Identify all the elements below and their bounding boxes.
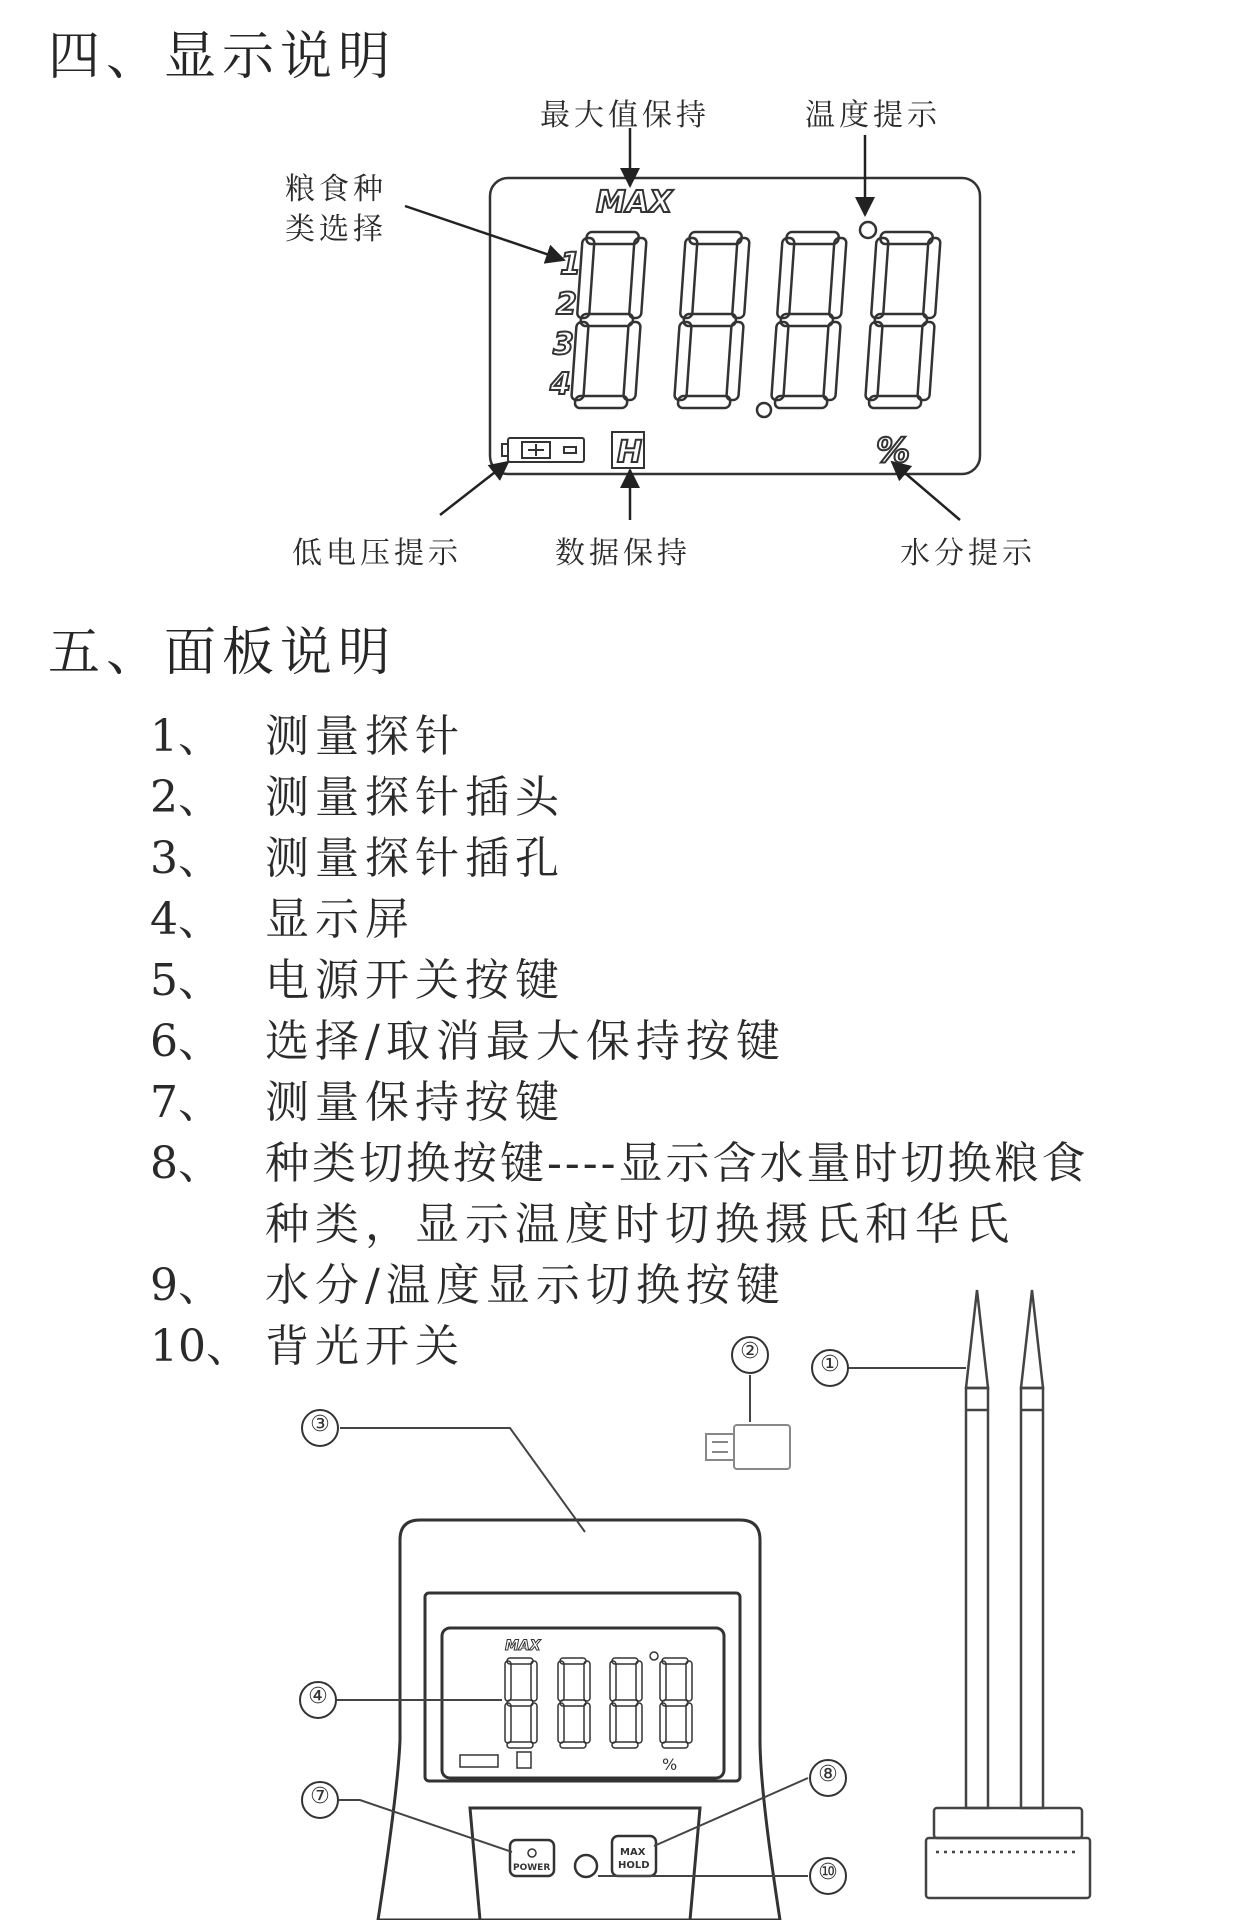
item-number: 6、 bbox=[150, 1016, 222, 1067]
label-temperature: 温度提示 bbox=[805, 98, 941, 133]
arrow-grain bbox=[405, 206, 564, 260]
lcd-degree-indicator bbox=[860, 222, 876, 238]
callout-4: ④ bbox=[308, 1684, 328, 1709]
callout-8: ⑧ bbox=[818, 1762, 838, 1787]
probe-plug bbox=[706, 1425, 790, 1469]
hold-indicator: H bbox=[617, 435, 643, 470]
max-button-label: MAX bbox=[620, 1847, 646, 1858]
item-text: 测量保持按键 bbox=[265, 1077, 565, 1128]
lcd-digits bbox=[571, 222, 941, 417]
item-text: 背光开关 bbox=[265, 1321, 465, 1372]
lcd-decimal-point bbox=[757, 403, 771, 417]
item-text: 种类，显示温度时切换摄氏和华氏 bbox=[265, 1199, 1015, 1250]
item-number: 2、 bbox=[150, 772, 222, 823]
backlight-button[interactable] bbox=[575, 1855, 597, 1877]
item-text: 选择/取消最大保持按键 bbox=[265, 1016, 786, 1067]
item-text: 水分/温度显示切换按键 bbox=[265, 1260, 786, 1311]
label-grain-type: 粮食种 类选择 bbox=[285, 172, 387, 247]
item-text: 测量探针 bbox=[265, 711, 465, 762]
max-hold-button[interactable] bbox=[612, 1836, 656, 1876]
hold-button-label: HOLD bbox=[618, 1860, 650, 1871]
lcd-digit-3 bbox=[771, 232, 847, 408]
lcd-digit-1 bbox=[571, 232, 647, 408]
callout-7: ⑦ bbox=[310, 1784, 330, 1809]
item-number: 5、 bbox=[150, 955, 222, 1006]
arrow-low-battery bbox=[440, 462, 508, 515]
label-low-battery: 低电压提示 bbox=[292, 536, 462, 571]
item-number: 1、 bbox=[150, 711, 222, 762]
meter-body bbox=[378, 1520, 780, 1920]
power-button-label: POWER bbox=[513, 1863, 551, 1873]
item-text: 测量探针插孔 bbox=[265, 833, 565, 884]
item-number: 4、 bbox=[150, 894, 222, 945]
item-text: 显示屏 bbox=[265, 894, 415, 945]
leader-3 bbox=[340, 1428, 585, 1532]
lcd-max-indicator: MAX bbox=[596, 185, 673, 220]
callout-3: ③ bbox=[310, 1412, 330, 1437]
lcd-grain-3: 3 bbox=[553, 327, 574, 362]
meter-percent-indicator: % bbox=[662, 1755, 678, 1774]
percent-indicator: % bbox=[876, 431, 911, 471]
label-data-hold: 数据保持 bbox=[555, 536, 691, 571]
callout-10: ⑩ bbox=[818, 1860, 838, 1885]
item-text: 电源开关按键 bbox=[265, 955, 565, 1006]
power-button[interactable] bbox=[510, 1840, 554, 1876]
lcd-grain-1: 1 bbox=[560, 247, 581, 282]
callout-2: ② bbox=[740, 1339, 760, 1364]
meter-max-indicator: MAX bbox=[505, 1638, 541, 1654]
section5-title: 五、面板说明 bbox=[48, 623, 397, 683]
section4-title: 四、显示说明 bbox=[48, 27, 397, 87]
measurement-probes bbox=[926, 1290, 1090, 1898]
meter-lcd-digits bbox=[460, 1652, 692, 1768]
item-text: 种类切换按键----显示含水量时切换粮食 bbox=[265, 1138, 1089, 1189]
item-number: 9、 bbox=[150, 1260, 222, 1311]
battery-icon bbox=[502, 438, 584, 462]
label-moisture: 水分提示 bbox=[900, 536, 1036, 571]
lcd-digit-2 bbox=[674, 232, 750, 408]
lcd-grain-4: 4 bbox=[550, 367, 571, 402]
lcd-digit-4 bbox=[865, 232, 941, 408]
item-text: 测量探针插头 bbox=[265, 772, 565, 823]
item-number: 3、 bbox=[150, 833, 222, 884]
leader-8 bbox=[654, 1778, 808, 1846]
item-number: 10、 bbox=[150, 1321, 250, 1372]
lcd-grain-2: 2 bbox=[556, 287, 577, 322]
callout-1: ① bbox=[820, 1352, 840, 1377]
item-number: 8、 bbox=[150, 1138, 222, 1189]
item-number: 7、 bbox=[150, 1077, 222, 1128]
label-max-hold: 最大值保持 bbox=[540, 98, 710, 133]
